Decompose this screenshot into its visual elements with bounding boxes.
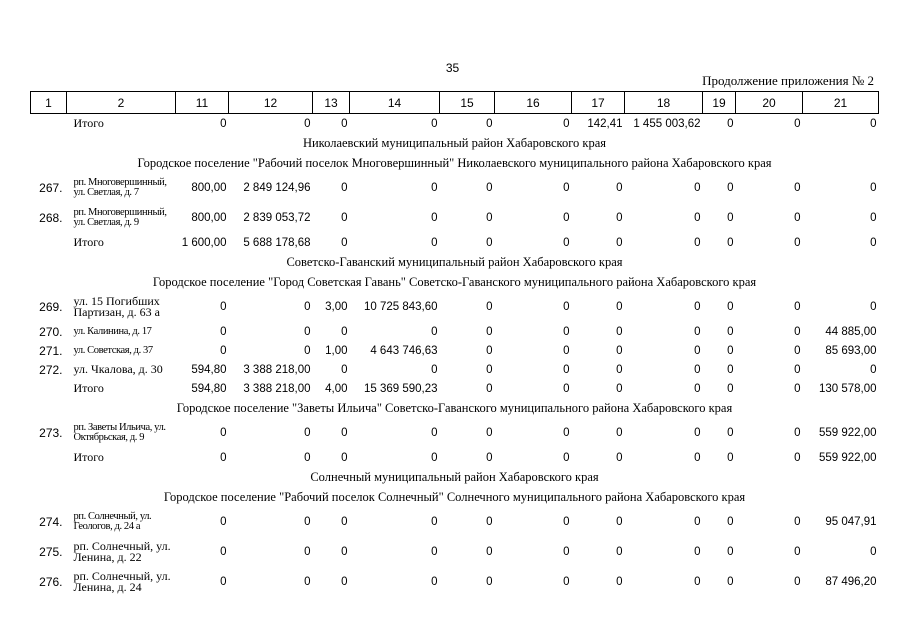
section-heading: Городское поселение "Заветы Ильича" Советско-Гаванского муниципального района Хабаровского края [176, 400, 733, 415]
value-cell: 0 [486, 516, 493, 528]
table-row [31, 322, 879, 341]
column-header: 1 [31, 92, 67, 114]
value-cell: 0 [616, 546, 623, 558]
value-cell: 559 922,00 [818, 451, 877, 464]
address-cell: рп. Солнечный, ул. Ленина, д. 22 [73, 539, 171, 564]
value-cell: 0 [563, 382, 570, 395]
value-cell: 0 [727, 516, 734, 528]
value-cell: 0 [341, 182, 348, 194]
value-cell: 0 [563, 427, 570, 439]
value-cell: 0 [694, 451, 701, 464]
value-cell: 0 [694, 427, 701, 439]
value-cell: 0 [563, 516, 570, 528]
table-row [31, 507, 879, 537]
value-cell: 0 [341, 516, 348, 528]
value-cell: 3 388 218,00 [243, 382, 311, 395]
value-cell: 0 [304, 117, 311, 130]
address-cell: ул. Чкалова, д. 30 [73, 362, 163, 376]
value-cell: 0 [794, 344, 801, 357]
value-cell: 0 [220, 546, 227, 558]
value-cell: 0 [431, 576, 438, 588]
value-cell: 0 [694, 344, 701, 357]
row-number [31, 379, 67, 398]
value-cell: 0 [727, 382, 734, 395]
appendix-note: Продолжение приложения № 2 [702, 73, 874, 88]
value-cell: 0 [220, 325, 227, 338]
value-cell: 0 [220, 427, 227, 439]
section-heading: Городское поселение "Рабочий поселок Многовершинный" Николаевского муниципального района Хабаровского края [137, 155, 772, 170]
total-label: Итого [73, 116, 104, 130]
value-cell: 0 [563, 344, 570, 357]
value-cell: 3,00 [325, 301, 348, 313]
value-cell: 15 369 590,23 [363, 382, 438, 395]
value-cell: 0 [870, 363, 877, 376]
value-cell: 0 [794, 451, 801, 464]
value-cell: 0 [431, 546, 438, 558]
table-row [31, 567, 879, 597]
table-row [31, 203, 879, 233]
value-cell: 0 [870, 301, 877, 313]
value-cell: 0 [563, 325, 570, 338]
row-number: 276. [39, 575, 63, 589]
address-cell: рп. Многовершинный, ул. Светлая, д. 9 [73, 207, 167, 228]
column-header: 2 [67, 92, 176, 114]
row-number [31, 114, 67, 134]
value-cell: 0 [794, 382, 801, 395]
value-cell: 2 839 053,72 [243, 212, 311, 224]
column-header: 12 [229, 92, 313, 114]
column-header: 20 [736, 92, 803, 114]
row-number [31, 233, 67, 252]
value-cell: 0 [341, 363, 348, 376]
value-cell: 0 [794, 182, 801, 194]
row-number: 270. [39, 324, 63, 339]
value-cell: 0 [794, 212, 801, 224]
row-number: 271. [39, 343, 63, 358]
table-row [31, 292, 879, 322]
value-cell: 0 [794, 427, 801, 439]
row-number: 269. [39, 300, 63, 314]
value-cell: 0 [794, 301, 801, 313]
value-cell: 0 [794, 363, 801, 376]
value-cell: 594,80 [191, 382, 227, 395]
value-cell: 0 [694, 301, 701, 313]
value-cell: 0 [486, 182, 493, 194]
value-cell: 0 [616, 182, 623, 194]
table-row [31, 360, 879, 379]
value-cell: 85 693,00 [825, 344, 877, 357]
section-heading-row [31, 252, 879, 272]
value-cell: 0 [341, 576, 348, 588]
address-cell: ул. Советская, д. 37 [73, 344, 153, 356]
value-cell: 0 [486, 325, 493, 338]
value-cell: 0 [616, 325, 623, 338]
value-cell: 0 [794, 325, 801, 338]
value-cell: 0 [694, 236, 701, 249]
value-cell: 0 [870, 182, 877, 194]
total-row [31, 448, 879, 467]
value-cell: 0 [431, 427, 438, 439]
row-number [31, 448, 67, 467]
value-cell: 0 [304, 344, 311, 357]
value-cell: 0 [341, 236, 348, 249]
value-cell: 0 [431, 363, 438, 376]
total-row [31, 233, 879, 252]
section-heading: Городское поселение "Город Советская Гавань" Советско-Гаванского муниципального района Хабаровского края [152, 274, 757, 289]
value-cell: 0 [486, 427, 493, 439]
total-row [31, 114, 879, 134]
value-cell: 0 [694, 546, 701, 558]
value-cell: 0 [304, 451, 311, 464]
value-cell: 0 [563, 212, 570, 224]
value-cell: 0 [870, 236, 877, 249]
value-cell: 5 688 178,68 [243, 236, 311, 249]
total-label: Итого [73, 235, 104, 249]
value-cell: 594,80 [191, 363, 227, 376]
column-number-row [31, 92, 879, 114]
value-cell: 0 [563, 363, 570, 376]
value-cell: 0 [341, 451, 348, 464]
address-cell: ул. Калинина, д. 17 [73, 325, 152, 337]
column-header: 21 [803, 92, 879, 114]
value-cell: 0 [486, 301, 493, 313]
value-cell: 95 047,91 [825, 516, 877, 528]
value-cell: 0 [304, 427, 311, 439]
value-cell: 0 [431, 212, 438, 224]
value-cell: 559 922,00 [818, 427, 877, 439]
value-cell: 800,00 [191, 212, 227, 224]
table-row [31, 341, 879, 360]
value-cell: 0 [727, 236, 734, 249]
value-cell: 0 [304, 516, 311, 528]
address-cell: рп. Многовершинный, ул. Светлая, д. 7 [73, 177, 167, 198]
value-cell: 0 [727, 182, 734, 194]
address-cell: рп. Заветы Ильича, ул. Октябрьская, д. 9 [73, 422, 166, 443]
value-cell: 0 [870, 546, 877, 558]
value-cell: 0 [563, 301, 570, 313]
value-cell: 0 [563, 117, 570, 130]
value-cell: 0 [694, 212, 701, 224]
value-cell: 0 [341, 117, 348, 130]
value-cell: 0 [727, 427, 734, 439]
value-cell: 0 [694, 516, 701, 528]
value-cell: 0 [727, 451, 734, 464]
address-cell: рп. Солнечный, ул. Геологов, д. 24 а [73, 511, 152, 532]
value-cell: 1 455 003,62 [633, 117, 701, 130]
value-cell: 4 643 746,63 [370, 344, 438, 357]
value-cell: 0 [694, 182, 701, 194]
value-cell: 0 [220, 344, 227, 357]
value-cell: 0 [220, 301, 227, 313]
value-cell: 10 725 843,60 [363, 301, 438, 313]
value-cell: 0 [304, 576, 311, 588]
value-cell: 0 [563, 451, 570, 464]
value-cell: 44 885,00 [825, 325, 877, 338]
value-cell: 0 [431, 325, 438, 338]
value-cell: 0 [794, 546, 801, 558]
value-cell: 0 [431, 451, 438, 464]
value-cell: 0 [727, 363, 734, 376]
value-cell: 0 [341, 546, 348, 558]
total-label: Итого [73, 381, 104, 395]
value-cell: 0 [486, 546, 493, 558]
column-header: 15 [440, 92, 495, 114]
value-cell: 0 [304, 325, 311, 338]
value-cell: 0 [616, 212, 623, 224]
table-row [31, 418, 879, 448]
column-header: 19 [703, 92, 736, 114]
value-cell: 0 [694, 325, 701, 338]
value-cell: 0 [794, 236, 801, 249]
section-heading: Николаевский муниципальный район Хабаровского края [302, 135, 607, 150]
value-cell: 0 [486, 363, 493, 376]
value-cell: 0 [694, 576, 701, 588]
section-heading-row [31, 133, 879, 153]
section-heading-row [31, 153, 879, 173]
row-number: 267. [39, 181, 63, 195]
value-cell: 0 [563, 576, 570, 588]
value-cell: 0 [304, 546, 311, 558]
value-cell: 130 578,00 [818, 382, 877, 395]
table-row [31, 173, 879, 203]
value-cell: 0 [616, 344, 623, 357]
value-cell: 0 [486, 451, 493, 464]
value-cell: 0 [486, 117, 493, 130]
value-cell: 0 [486, 212, 493, 224]
value-cell: 0 [870, 117, 877, 130]
row-number: 275. [39, 545, 63, 559]
section-heading-row [31, 467, 879, 487]
value-cell: 87 496,20 [825, 576, 877, 588]
value-cell: 0 [616, 451, 623, 464]
value-cell: 1,00 [325, 344, 348, 357]
value-cell: 0 [616, 382, 623, 395]
value-cell: 0 [616, 516, 623, 528]
value-cell: 0 [727, 344, 734, 357]
value-cell: 0 [616, 363, 623, 376]
value-cell: 0 [616, 427, 623, 439]
section-heading-row [31, 398, 879, 418]
value-cell: 0 [431, 182, 438, 194]
section-heading: Городское поселение "Рабочий поселок Солнечный" Солнечного муниципального района Хабаровского края [163, 489, 746, 504]
value-cell: 2 849 124,96 [243, 182, 311, 194]
value-cell: 0 [727, 117, 734, 130]
value-cell: 0 [431, 236, 438, 249]
column-header: 13 [313, 92, 350, 114]
row-number: 268. [39, 211, 63, 225]
total-row [31, 379, 879, 398]
total-label: Итого [73, 450, 104, 464]
row-number: 274. [39, 515, 63, 529]
value-cell: 0 [727, 576, 734, 588]
column-header: 11 [176, 92, 229, 114]
value-cell: 0 [794, 576, 801, 588]
value-cell: 0 [794, 117, 801, 130]
value-cell: 0 [486, 382, 493, 395]
address-cell: ул. 15 Погибших Партизан, д. 63 а [73, 294, 160, 319]
value-cell: 0 [304, 301, 311, 313]
value-cell: 0 [794, 516, 801, 528]
data-table [30, 91, 879, 597]
table-row [31, 537, 879, 567]
row-number: 273. [39, 426, 63, 440]
value-cell: 0 [220, 576, 227, 588]
column-header: 18 [625, 92, 703, 114]
value-cell: 0 [694, 382, 701, 395]
value-cell: 0 [341, 325, 348, 338]
value-cell: 0 [341, 427, 348, 439]
value-cell: 0 [431, 516, 438, 528]
value-cell: 0 [694, 363, 701, 376]
section-heading: Солнечный муниципальный район Хабаровского края [310, 469, 599, 484]
value-cell: 0 [486, 236, 493, 249]
value-cell: 0 [616, 576, 623, 588]
value-cell: 142,41 [587, 117, 623, 130]
section-heading-row [31, 272, 879, 292]
section-heading-row [31, 487, 879, 507]
value-cell: 0 [220, 117, 227, 130]
value-cell: 0 [563, 182, 570, 194]
value-cell: 0 [870, 212, 877, 224]
value-cell: 3 388 218,00 [243, 363, 311, 376]
value-cell: 0 [616, 236, 623, 249]
value-cell: 0 [220, 516, 227, 528]
value-cell: 0 [727, 301, 734, 313]
value-cell: 0 [220, 451, 227, 464]
value-cell: 0 [431, 117, 438, 130]
value-cell: 800,00 [191, 182, 227, 194]
column-header: 14 [350, 92, 440, 114]
value-cell: 0 [563, 546, 570, 558]
address-cell: рп. Солнечный, ул. Ленина, д. 24 [73, 569, 171, 594]
value-cell: 0 [341, 212, 348, 224]
value-cell: 0 [727, 212, 734, 224]
column-header: 17 [572, 92, 625, 114]
value-cell: 0 [486, 576, 493, 588]
value-cell: 0 [727, 546, 734, 558]
table-body [31, 114, 879, 598]
page-number: 35 [445, 61, 460, 75]
data-table-container [30, 91, 879, 597]
value-cell: 1 600,00 [181, 236, 227, 249]
row-number: 272. [39, 362, 63, 377]
value-cell: 0 [563, 236, 570, 249]
section-heading: Советско-Гаванский муниципальный район Хабаровского края [286, 254, 623, 269]
value-cell: 0 [727, 325, 734, 338]
value-cell: 0 [486, 344, 493, 357]
value-cell: 4,00 [325, 382, 348, 395]
column-header: 16 [495, 92, 572, 114]
value-cell: 0 [616, 301, 623, 313]
